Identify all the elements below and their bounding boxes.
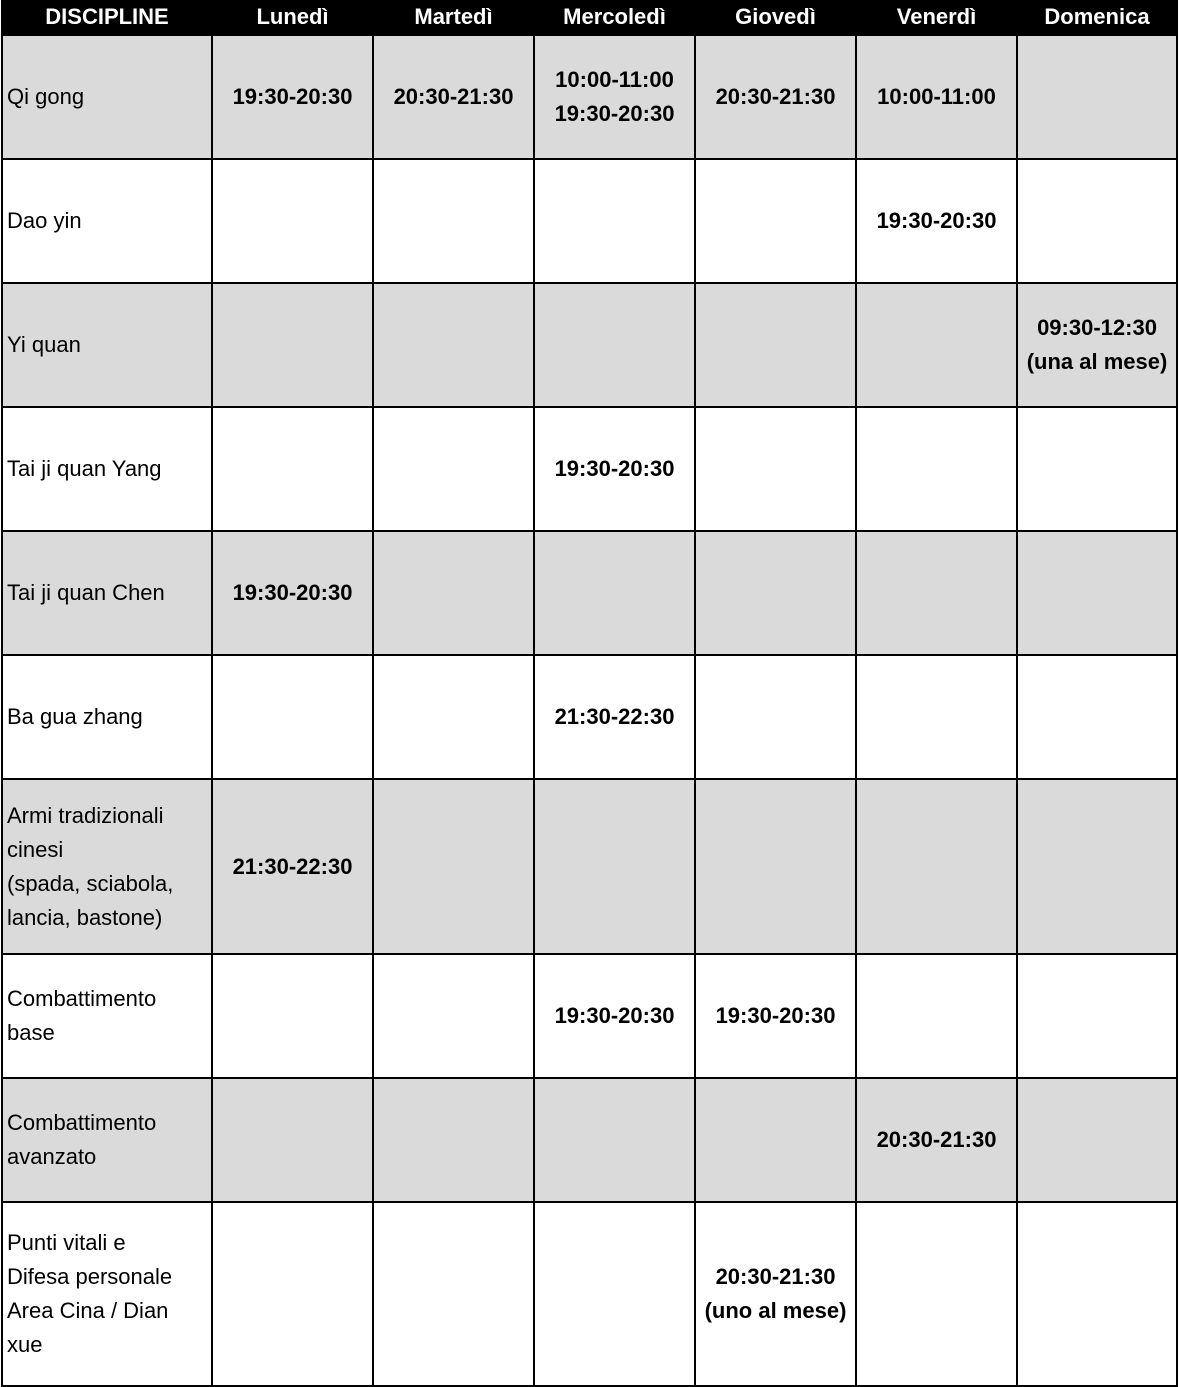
table-row bbox=[2, 531, 1177, 655]
header-day-giovedi: Giovedì bbox=[695, 0, 856, 35]
discipline-label: Ba gua zhang bbox=[7, 704, 143, 729]
discipline-label: Qi gong bbox=[7, 84, 85, 109]
schedule-cell bbox=[373, 283, 534, 407]
schedule-cell bbox=[373, 1202, 534, 1386]
schedule-cell bbox=[856, 35, 1017, 159]
discipline-label: base bbox=[7, 1020, 55, 1045]
schedule-cell bbox=[1017, 1202, 1177, 1386]
discipline-cell bbox=[2, 283, 212, 407]
schedule-cell bbox=[856, 283, 1017, 407]
table-row bbox=[2, 779, 1177, 954]
schedule-cell bbox=[373, 35, 534, 159]
discipline-label: Armi tradizionali bbox=[7, 802, 164, 828]
schedule-cell bbox=[534, 1078, 695, 1202]
schedule-cell bbox=[856, 1202, 1017, 1386]
schedule-cell bbox=[534, 531, 695, 655]
discipline-label: Punti vitali e bbox=[7, 1230, 126, 1255]
time-slot: 19:30-20:30 bbox=[232, 580, 353, 605]
time-slot: (uno al mese) bbox=[704, 1298, 847, 1323]
schedule-cell bbox=[856, 407, 1017, 531]
schedule-cell bbox=[534, 159, 695, 283]
discipline-cell bbox=[2, 1078, 212, 1202]
schedule-cell bbox=[856, 655, 1017, 779]
schedule-cell bbox=[856, 159, 1017, 283]
schedule-cell bbox=[695, 35, 856, 159]
discipline-label: lancia, bastone) bbox=[7, 904, 163, 930]
schedule-cell bbox=[1017, 35, 1177, 159]
schedule-table bbox=[1, 0, 1178, 1387]
discipline-label: Area Cina / Dian bbox=[7, 1298, 169, 1323]
schedule-cell bbox=[373, 1078, 534, 1202]
discipline-label: Tai ji quan Chen bbox=[7, 580, 165, 605]
schedule-cell bbox=[856, 1078, 1017, 1202]
discipline-label: Tai ji quan Yang bbox=[7, 456, 162, 481]
discipline-label: Dao yin bbox=[7, 208, 82, 233]
schedule-cell bbox=[534, 954, 695, 1078]
schedule-cell bbox=[695, 954, 856, 1078]
discipline-cell bbox=[2, 1202, 212, 1386]
header-day-lunedi: Lunedì bbox=[212, 0, 373, 35]
schedule-cell bbox=[212, 1078, 373, 1202]
time-slot: 20:30-21:30 bbox=[715, 84, 836, 109]
schedule-cell bbox=[1017, 283, 1177, 407]
schedule-cell bbox=[695, 283, 856, 407]
table-row bbox=[2, 159, 1177, 283]
schedule-cell bbox=[373, 954, 534, 1078]
discipline-label: xue bbox=[7, 1332, 43, 1357]
schedule-cell bbox=[534, 1202, 695, 1386]
schedule-cell bbox=[534, 407, 695, 531]
discipline-cell bbox=[2, 531, 212, 655]
schedule-cell bbox=[1017, 531, 1177, 655]
schedule-cell bbox=[212, 954, 373, 1078]
table-row bbox=[2, 35, 1177, 159]
schedule-cell bbox=[1017, 407, 1177, 531]
schedule-body bbox=[2, 35, 1177, 1386]
schedule-cell bbox=[1017, 159, 1177, 283]
schedule-cell bbox=[856, 531, 1017, 655]
time-slot: 19:30-20:30 bbox=[715, 1003, 836, 1028]
header-discipline: DISCIPLINE bbox=[2, 0, 212, 35]
table-row bbox=[2, 1202, 1177, 1386]
time-slot: 19:30-20:30 bbox=[554, 101, 675, 126]
time-slot: (una al mese) bbox=[1026, 349, 1168, 374]
time-slot: 19:30-20:30 bbox=[876, 208, 997, 233]
discipline-label: Yi quan bbox=[7, 332, 81, 357]
schedule-cell bbox=[373, 159, 534, 283]
schedule-cell bbox=[212, 35, 373, 159]
schedule-cell bbox=[373, 655, 534, 779]
time-slot: 20:30-21:30 bbox=[393, 84, 514, 109]
time-slot: 19:30-20:30 bbox=[232, 84, 353, 109]
schedule-cell bbox=[534, 35, 695, 159]
schedule-cell bbox=[856, 954, 1017, 1078]
schedule-cell bbox=[1017, 655, 1177, 779]
header-day-domenica: Domenica bbox=[1017, 0, 1177, 35]
discipline-label: Combattimento bbox=[7, 1110, 157, 1135]
schedule-cell bbox=[695, 1078, 856, 1202]
schedule-cell bbox=[212, 283, 373, 407]
time-slot: 20:30-21:30 bbox=[715, 1264, 836, 1289]
schedule-cell bbox=[695, 531, 856, 655]
time-slot: 21:30-22:30 bbox=[554, 704, 675, 729]
schedule-cell bbox=[695, 655, 856, 779]
discipline-label: Difesa personale bbox=[7, 1264, 173, 1289]
discipline-cell bbox=[2, 407, 212, 531]
time-slot: 10:00-11:00 bbox=[877, 84, 996, 109]
time-slot: 21:30-22:30 bbox=[232, 853, 353, 879]
discipline-cell bbox=[2, 779, 212, 954]
header-day-martedi: Martedì bbox=[373, 0, 534, 35]
discipline-label: avanzato bbox=[7, 1144, 97, 1169]
time-slot: 10:00-11:00 bbox=[555, 67, 674, 92]
table-row bbox=[2, 283, 1177, 407]
time-slot: 09:30-12:30 bbox=[1037, 315, 1157, 340]
schedule-cell bbox=[373, 779, 534, 954]
discipline-label: (spada, sciabola, bbox=[7, 870, 174, 896]
schedule-cell bbox=[212, 531, 373, 655]
schedule-cell bbox=[534, 779, 695, 954]
schedule-cell bbox=[212, 159, 373, 283]
schedule-cell bbox=[856, 779, 1017, 954]
time-slot: 19:30-20:30 bbox=[554, 1003, 675, 1028]
discipline-label: cinesi bbox=[7, 836, 64, 862]
header-day-venerdi: Venerdì bbox=[856, 0, 1017, 35]
schedule-cell bbox=[695, 779, 856, 954]
discipline-cell bbox=[2, 954, 212, 1078]
schedule-cell bbox=[695, 407, 856, 531]
table-row bbox=[2, 954, 1177, 1078]
discipline-cell bbox=[2, 655, 212, 779]
discipline-label: Combattimento bbox=[7, 986, 157, 1011]
schedule-cell bbox=[534, 655, 695, 779]
schedule-cell bbox=[212, 779, 373, 954]
discipline-cell bbox=[2, 35, 212, 159]
schedule-cell bbox=[1017, 954, 1177, 1078]
table-row bbox=[2, 655, 1177, 779]
header-day-mercoledi: Mercoledì bbox=[534, 0, 695, 35]
time-slot: 20:30-21:30 bbox=[876, 1127, 997, 1152]
schedule-cell bbox=[1017, 779, 1177, 954]
schedule-cell bbox=[534, 283, 695, 407]
schedule-cell bbox=[212, 407, 373, 531]
schedule-cell bbox=[373, 407, 534, 531]
header-row bbox=[2, 0, 1177, 35]
table-row bbox=[2, 407, 1177, 531]
schedule-cell bbox=[695, 1202, 856, 1386]
schedule-cell bbox=[695, 159, 856, 283]
time-slot: 19:30-20:30 bbox=[554, 456, 675, 481]
schedule-cell bbox=[1017, 1078, 1177, 1202]
schedule-cell bbox=[373, 531, 534, 655]
discipline-cell bbox=[2, 159, 212, 283]
schedule-cell bbox=[212, 655, 373, 779]
schedule-cell bbox=[212, 1202, 373, 1386]
table-row bbox=[2, 1078, 1177, 1202]
